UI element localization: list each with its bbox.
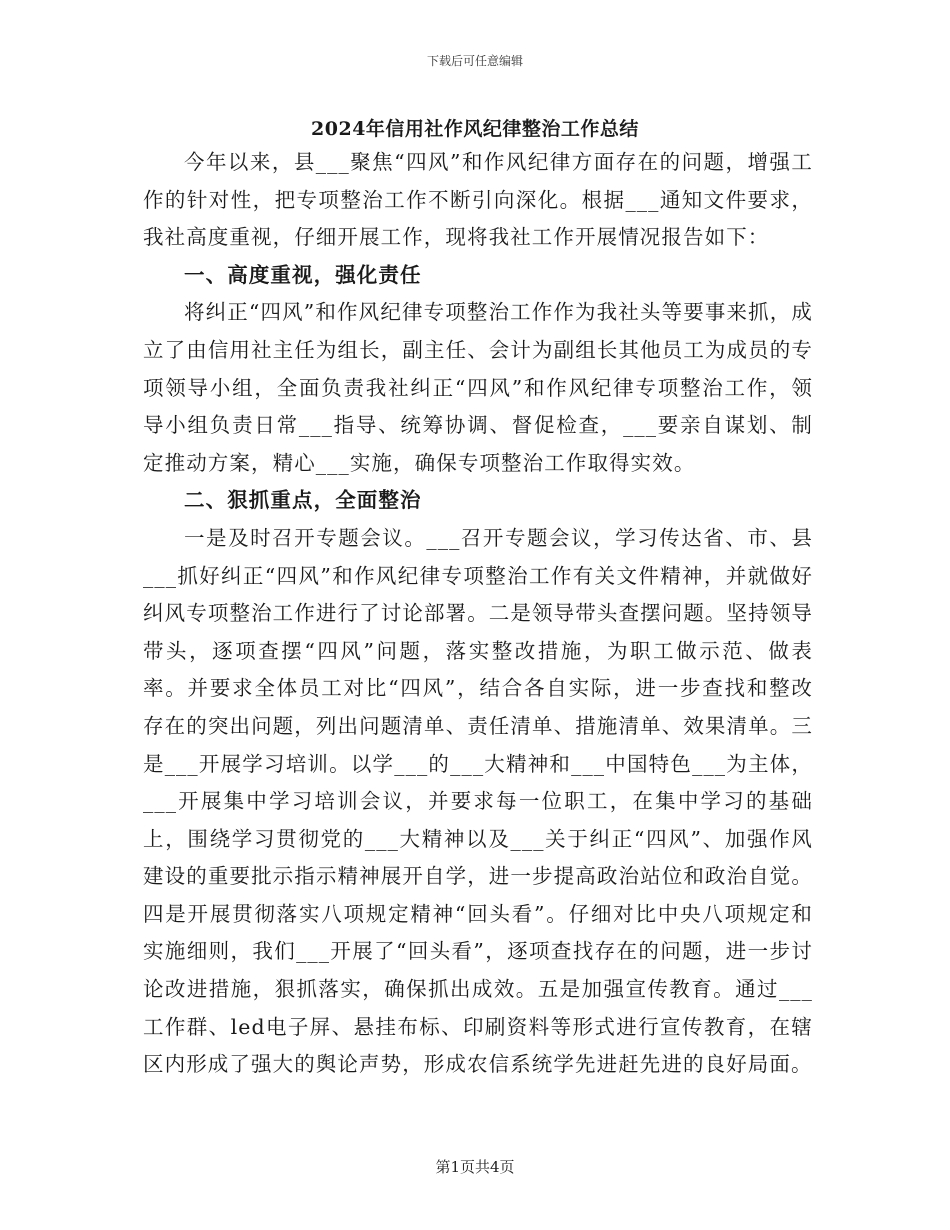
section-2-heading: 二、狠抓重点，全面整治 xyxy=(184,488,422,513)
page-number: 第1页共4页 xyxy=(435,1158,515,1176)
page-header-note: 下载后可任意编辑 xyxy=(426,54,523,68)
section-1-heading: 一、高度重视，强化责任 xyxy=(184,262,422,287)
document-body xyxy=(143,144,813,1084)
intro-paragraph: 今年以来，县___聚焦“四风”和作风纪律方面存在的问题，增强工作的针对性，把专项整治工作不断引向深化。根据___通知文件要求，我社高度重视，仔细开展工作，现将我社工作开展情况报告如下： xyxy=(143,150,813,250)
section-1-paragraph: 将纠正“四风”和作风纪律专项整治工作作为我社头等要事来抓，成立了由信用社主任为组长，副主任、会计为副组长其他员工为成员的专项领导小组，全面负责我社纠正“四风”和作风纪律专项整治工作，领导小组负责日常___指导、统筹协调、督促检查，___要亲自谋划、制定推动方案，精心___实施，确保专项整治工作取得实效。 xyxy=(143,300,813,475)
section-2-paragraph: 一是及时召开专题会议。___召开专题会议，学习传达省、市、县___抓好纠正“四风”和作风纪律专项整治工作有关文件精神，并就做好纠风专项整治工作进行了讨论部署。二是领导带头查摆问题。坚持领导带头，逐项查摆“四风”问题，落实整改措施，为职工做示范、做表率。并要求全体员工对比“四风”，结合各自实际，进一步查找和整改存在的突出问题，列出问题清单、责任清单、措施清单、效果清单。三是___开展学习培训。以学___的___大精神和___中国特色___为主体，___开展集中学习培训会议，并要求每一位职工，在集中学习的基础上，围绕学习贯彻党的___大精神以及___关于纠正“四风”、加强作风建设的重要批示指示精神展开自学，进一步提高政治站位和政治自觉。四是开展贯彻落实八项规定精神“回头看”。仔细对比中央八项规定和实施细则，我们___开展了“回头看”，逐项查找存在的问题，进一步讨论改进措施，狠抓落实，确保抓出成效。五是加强宣传教育。通过___工作群、led电子屏、悬挂布标、印刷资料等形式进行宣传教育，在辖区内形成了强大的舆论声势，形成农信系统学先进赶先进的良好局面。 xyxy=(143,525,813,1077)
document-title: 2024年信用社作风纪律整治工作总结 xyxy=(311,118,639,140)
